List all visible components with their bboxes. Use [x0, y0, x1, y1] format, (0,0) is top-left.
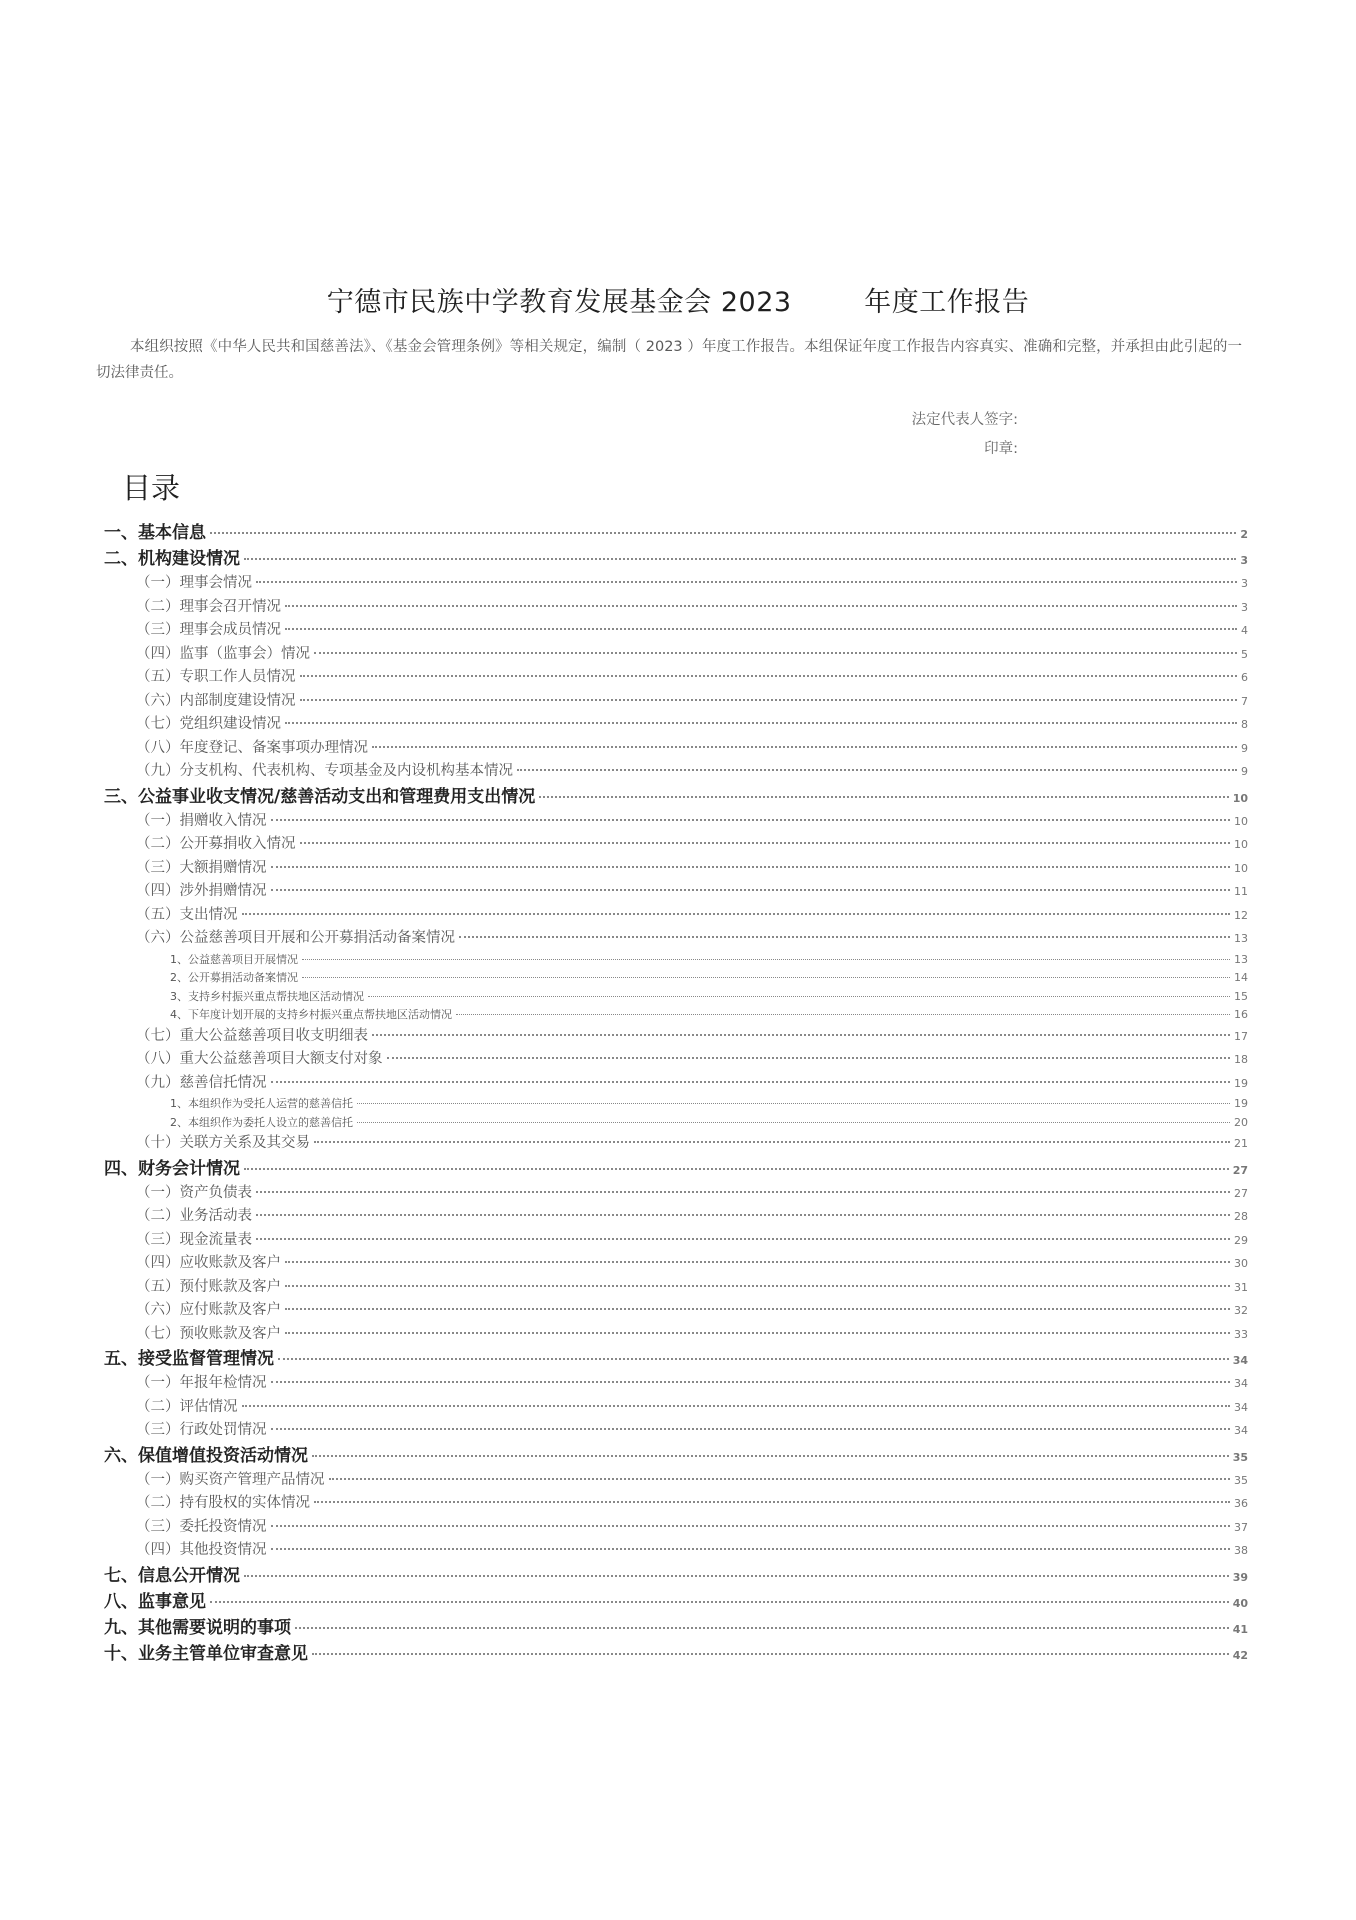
- toc-entry-label: （三）理事会成员情况: [136, 622, 281, 638]
- toc-entry-label: （四）应收账款及客户: [136, 1255, 281, 1271]
- toc-entry-page: 41: [1232, 1622, 1248, 1636]
- toc-entry-page: 38: [1234, 1544, 1248, 1557]
- toc-leader-dots: [278, 1358, 1229, 1360]
- toc-leader-dots: [312, 1455, 1229, 1457]
- toc-entry-label: （六）内部制度建设情况: [136, 692, 296, 709]
- toc-entry-page: 10: [1234, 838, 1248, 851]
- toc-entry-page: 37: [1234, 1520, 1248, 1534]
- toc-entry-page: 29: [1234, 1233, 1248, 1247]
- toc-entry-label: 2、本组织作为委托人设立的慈善信托: [170, 1115, 353, 1129]
- toc-heading: 目录: [122, 471, 181, 505]
- toc-leader-dots: [244, 1168, 1229, 1170]
- toc-entry-page: 9: [1241, 741, 1248, 755]
- toc-leader-dots: [285, 628, 1237, 630]
- toc-entry-page: 16: [1234, 1008, 1248, 1021]
- toc-leader-dots: [295, 1627, 1229, 1629]
- toc-entry-page: 34: [1234, 1424, 1248, 1437]
- toc-entry[interactable]: [104, 784, 1248, 810]
- toc-entry-label: 八、监事意见: [104, 1591, 206, 1612]
- toc-entry[interactable]: [104, 1072, 1248, 1096]
- toc-entry[interactable]: [104, 572, 1248, 596]
- toc-entry-label: 九、其他需要说明的事项: [104, 1617, 291, 1638]
- toc-entry-page: 4: [1241, 624, 1248, 637]
- toc-entry-page: 10: [1234, 861, 1248, 875]
- toc-entry-label: （三）行政处罚情况: [136, 1422, 267, 1438]
- toc-entry-label: （七）预收账款及客户: [136, 1325, 281, 1342]
- toc-entry-page: 10: [1232, 791, 1248, 805]
- toc-entry[interactable]: [104, 1396, 1248, 1420]
- toc-entry[interactable]: [104, 1443, 1248, 1469]
- toc-entry-label: 4、下年度计划开展的支持乡村振兴重点帮扶地区活动情况: [170, 1008, 452, 1021]
- toc-leader-dots: [517, 769, 1237, 771]
- toc-entry-label: （五）预付账款及客户: [136, 1278, 281, 1295]
- toc-entry-page: 19: [1234, 1097, 1248, 1110]
- toc-entry[interactable]: [104, 1419, 1248, 1443]
- toc-entry[interactable]: [104, 713, 1248, 737]
- toc-entry-page: 42: [1232, 1648, 1248, 1662]
- toc-leader-dots: [285, 1308, 1230, 1310]
- toc-entry-page: 14: [1234, 971, 1248, 984]
- toc-entry[interactable]: [104, 1252, 1248, 1276]
- toc-entry-page: 27: [1234, 1186, 1248, 1200]
- toc-entry[interactable]: [104, 1372, 1248, 1396]
- toc-entry-page: 9: [1241, 765, 1248, 778]
- toc-entry[interactable]: [104, 1132, 1248, 1156]
- toc-entry[interactable]: [104, 1048, 1248, 1072]
- toc-entry-page: 7: [1241, 694, 1248, 708]
- intro-text: 本组织按照《中华人民共和国慈善法》、《基金会管理条例》等相关规定，编制（ 2023 ）年度工作报告。本组保证年度工作报告内容真实、准确和完整，并承担由此引起的一切法律责任。: [96, 339, 1242, 381]
- toc-entry-label: 五、接受监督管理情况: [104, 1349, 274, 1369]
- toc-leader-dots: [271, 889, 1231, 891]
- toc-leader-dots: [271, 1525, 1231, 1527]
- toc-entry-page: 3: [1241, 577, 1248, 590]
- toc-entry-label: （一）购买资产管理产品情况: [136, 1471, 325, 1488]
- toc-entry[interactable]: [104, 833, 1248, 857]
- toc-leader-dots: [271, 1081, 1231, 1083]
- toc-entry[interactable]: [104, 1006, 1248, 1025]
- toc-leader-dots: [314, 1501, 1230, 1503]
- toc-entry-label: （三）现金流量表: [136, 1231, 252, 1248]
- toc-entry[interactable]: [104, 988, 1248, 1007]
- toc-entry-label: 十、业务主管单位审查意见: [104, 1643, 308, 1664]
- toc-entry[interactable]: [104, 1156, 1248, 1182]
- toc-entry[interactable]: [104, 1095, 1248, 1114]
- intro-paragraph: [96, 334, 1242, 386]
- toc-entry[interactable]: [104, 1299, 1248, 1323]
- toc-entry-page: 17: [1234, 1029, 1248, 1043]
- toc-entry[interactable]: [104, 1563, 1248, 1589]
- toc-leader-dots: [210, 1601, 1229, 1603]
- toc-entry-label: （七）重大公益慈善项目收支明细表: [136, 1027, 368, 1044]
- toc-entry[interactable]: [104, 1229, 1248, 1253]
- signature-label: 法定代表人签字:: [911, 412, 1018, 428]
- toc-entry-page: 13: [1234, 932, 1248, 945]
- toc-leader-dots: [300, 699, 1238, 701]
- toc-entry[interactable]: [104, 904, 1248, 928]
- toc-entry-page: 34: [1232, 1354, 1248, 1367]
- toc-leader-dots: [244, 1575, 1229, 1577]
- toc-leader-dots: [300, 842, 1231, 844]
- toc-leader-dots: [314, 1141, 1230, 1143]
- toc-leader-dots: [368, 996, 1230, 997]
- toc-leader-dots: [285, 722, 1237, 724]
- toc-entry[interactable]: [104, 520, 1248, 546]
- toc-leader-dots: [271, 819, 1231, 821]
- report-title: 宁德市民族中学教育发展基金会 2023 年度工作报告: [326, 287, 1030, 318]
- toc-entry-page: 34: [1234, 1400, 1248, 1414]
- toc-entry-label: （七）党组织建设情况: [136, 716, 281, 732]
- toc-leader-dots: [285, 1261, 1230, 1263]
- toc-entry-page: 13: [1234, 952, 1248, 966]
- toc-entry[interactable]: [104, 1276, 1248, 1300]
- toc-entry-label: 六、保值增值投资活动情况: [104, 1445, 308, 1466]
- toc-leader-dots: [300, 675, 1238, 677]
- toc-leader-dots: [256, 1191, 1230, 1193]
- toc-leader-dots: [539, 796, 1228, 798]
- toc-leader-dots: [210, 532, 1236, 534]
- toc-entry-label: （八）年度登记、备案事项办理情况: [136, 739, 368, 756]
- toc-entry-page: 5: [1241, 647, 1248, 661]
- toc-entry-page: 21: [1234, 1137, 1248, 1150]
- toc-entry-page: 39: [1232, 1570, 1248, 1584]
- toc-leader-dots: [271, 1548, 1231, 1550]
- toc-entry-label: （二）评估情况: [136, 1398, 238, 1415]
- toc-entry-label: （一）理事会情况: [136, 575, 252, 591]
- toc-entry-label: 四、财务会计情况: [104, 1158, 240, 1179]
- toc-leader-dots: [242, 1405, 1231, 1407]
- toc-entry[interactable]: [104, 1182, 1248, 1206]
- toc-entry-page: 3: [1240, 554, 1248, 567]
- toc-leader-dots: [256, 581, 1237, 583]
- toc-entry-page: 35: [1234, 1473, 1248, 1487]
- toc-leader-dots: [329, 1478, 1231, 1480]
- toc-entry-label: 2、公开募捐活动备案情况: [170, 971, 298, 984]
- toc-entry-page: 34: [1234, 1377, 1248, 1390]
- toc-leader-dots: [242, 913, 1231, 915]
- toc-entry[interactable]: [104, 1492, 1248, 1516]
- toc-entry[interactable]: [104, 1205, 1248, 1229]
- toc-entry[interactable]: [104, 596, 1248, 620]
- toc-entry-label: （二）理事会召开情况: [136, 598, 281, 615]
- toc-entry-page: 6: [1241, 671, 1248, 684]
- toc-entry[interactable]: [104, 1589, 1248, 1615]
- toc-entry[interactable]: [104, 1516, 1248, 1540]
- toc-leader-dots: [256, 1214, 1230, 1216]
- toc-entry[interactable]: [104, 666, 1248, 690]
- toc-leader-dots: [271, 1381, 1231, 1383]
- toc-leader-dots: [372, 1034, 1230, 1036]
- toc-entry[interactable]: [104, 1114, 1248, 1133]
- toc-entry-label: （六）应付账款及客户: [136, 1302, 281, 1318]
- toc-entry-label: （六）公益慈善项目开展和公开募捐活动备案情况: [136, 930, 455, 946]
- toc-entry-label: （九）分支机构、代表机构、专项基金及内设机构基本情况: [136, 763, 513, 779]
- toc-entry-page: 18: [1234, 1053, 1248, 1066]
- seal-label: 印章:: [984, 441, 1018, 457]
- toc-entry[interactable]: [104, 810, 1248, 834]
- toc-entry-page: 40: [1232, 1596, 1248, 1610]
- toc-leader-dots: [244, 558, 1236, 560]
- toc-leader-dots: [302, 959, 1230, 960]
- toc-entry-page: 8: [1241, 718, 1248, 731]
- toc-entry[interactable]: [104, 1025, 1248, 1049]
- toc-entry-page: 20: [1234, 1115, 1248, 1129]
- toc-leader-dots: [256, 1238, 1230, 1240]
- toc-entry-page: 3: [1241, 600, 1248, 614]
- toc-entry-label: （四）其他投资情况: [136, 1542, 267, 1558]
- toc-entry[interactable]: [104, 951, 1248, 970]
- toc-entry-label: 一、基本信息: [104, 523, 206, 543]
- toc-entry[interactable]: [104, 857, 1248, 881]
- toc-entry-label: 1、公益慈善项目开展情况: [170, 952, 298, 966]
- toc-leader-dots: [271, 866, 1231, 868]
- toc-entry-label: （十）关联方关系及其交易: [136, 1135, 310, 1151]
- toc-entry[interactable]: [104, 1615, 1248, 1641]
- toc-entry-label: （一）资产负债表: [136, 1184, 252, 1201]
- toc-leader-dots: [312, 1653, 1229, 1655]
- toc-entry-label: （二）公开募捐收入情况: [136, 836, 296, 852]
- toc-entry-label: （四）监事（监事会）情况: [136, 645, 310, 662]
- toc-entry-page: 2: [1240, 528, 1248, 541]
- toc-entry[interactable]: [104, 880, 1248, 904]
- toc-entry-page: 15: [1234, 989, 1248, 1003]
- toc-entry[interactable]: [104, 643, 1248, 667]
- toc-entry-label: （三）委托投资情况: [136, 1518, 267, 1535]
- toc-entry[interactable]: [104, 546, 1248, 572]
- toc-entry-label: 3、支持乡村振兴重点帮扶地区活动情况: [170, 989, 364, 1003]
- toc-entry-label: 三、公益事业收支情况/慈善活动支出和管理费用支出情况: [104, 786, 536, 807]
- toc-entry[interactable]: [104, 1346, 1248, 1372]
- toc-entry[interactable]: [104, 1323, 1248, 1347]
- toc-leader-dots: [314, 652, 1237, 654]
- toc-leader-dots: [357, 1122, 1230, 1123]
- toc-entry-label: （二）持有股权的实体情况: [136, 1495, 310, 1511]
- toc-entry-label: （三）大额捐赠情况: [136, 859, 267, 876]
- toc-entry-label: （二）业务活动表: [136, 1208, 252, 1224]
- toc-leader-dots: [285, 605, 1237, 607]
- toc-leader-dots: [271, 1428, 1231, 1430]
- toc-entry-page: 27: [1232, 1163, 1248, 1177]
- toc-entry[interactable]: [104, 737, 1248, 761]
- toc-entry-page: 28: [1234, 1210, 1248, 1223]
- toc-entry[interactable]: [104, 927, 1248, 951]
- toc-entry-page: 10: [1234, 814, 1248, 828]
- toc-entry-page: 19: [1234, 1076, 1248, 1090]
- toc-leader-dots: [459, 936, 1230, 938]
- toc-entry-page: 36: [1234, 1497, 1248, 1510]
- toc-entry-label: （五）支出情况: [136, 906, 238, 923]
- toc-entry[interactable]: [104, 690, 1248, 714]
- toc-leader-dots: [285, 1285, 1230, 1287]
- toc-entry-page: 33: [1234, 1327, 1248, 1341]
- toc-leader-dots: [302, 977, 1230, 978]
- toc-entry-label: （一）捐赠收入情况: [136, 812, 267, 829]
- toc-entry-label: （九）慈善信托情况: [136, 1074, 267, 1091]
- toc-entry-label: （一）年报年检情况: [136, 1375, 267, 1391]
- toc-leader-dots: [357, 1103, 1230, 1104]
- toc-entry[interactable]: [104, 1539, 1248, 1563]
- toc-entry-page: 30: [1234, 1257, 1248, 1270]
- toc-entry-page: 32: [1234, 1304, 1248, 1317]
- toc-entry-page: 31: [1234, 1280, 1248, 1294]
- toc-leader-dots: [387, 1057, 1231, 1059]
- toc-entry-label: 1、本组织作为受托人运营的慈善信托: [170, 1097, 353, 1110]
- toc-entry[interactable]: [104, 1641, 1248, 1667]
- toc-entry[interactable]: [104, 1469, 1248, 1493]
- toc-entry[interactable]: [104, 619, 1248, 643]
- toc-entry-label: 七、信息公开情况: [104, 1565, 240, 1586]
- toc-leader-dots: [456, 1014, 1230, 1015]
- table-of-contents: [104, 520, 1248, 1667]
- toc-entry-page: 11: [1234, 885, 1248, 898]
- toc-entry-page: 12: [1234, 908, 1248, 922]
- toc-entry[interactable]: [104, 760, 1248, 784]
- toc-leader-dots: [372, 746, 1237, 748]
- toc-entry-label: （八）重大公益慈善项目大额支付对象: [136, 1051, 383, 1067]
- toc-entry-label: （五）专职工作人员情况: [136, 669, 296, 685]
- toc-leader-dots: [285, 1332, 1230, 1334]
- toc-entry[interactable]: [104, 969, 1248, 988]
- toc-entry-label: 二、机构建设情况: [104, 549, 240, 569]
- toc-entry-label: （四）涉外捐赠情况: [136, 883, 267, 899]
- toc-entry-page: 35: [1232, 1450, 1248, 1464]
